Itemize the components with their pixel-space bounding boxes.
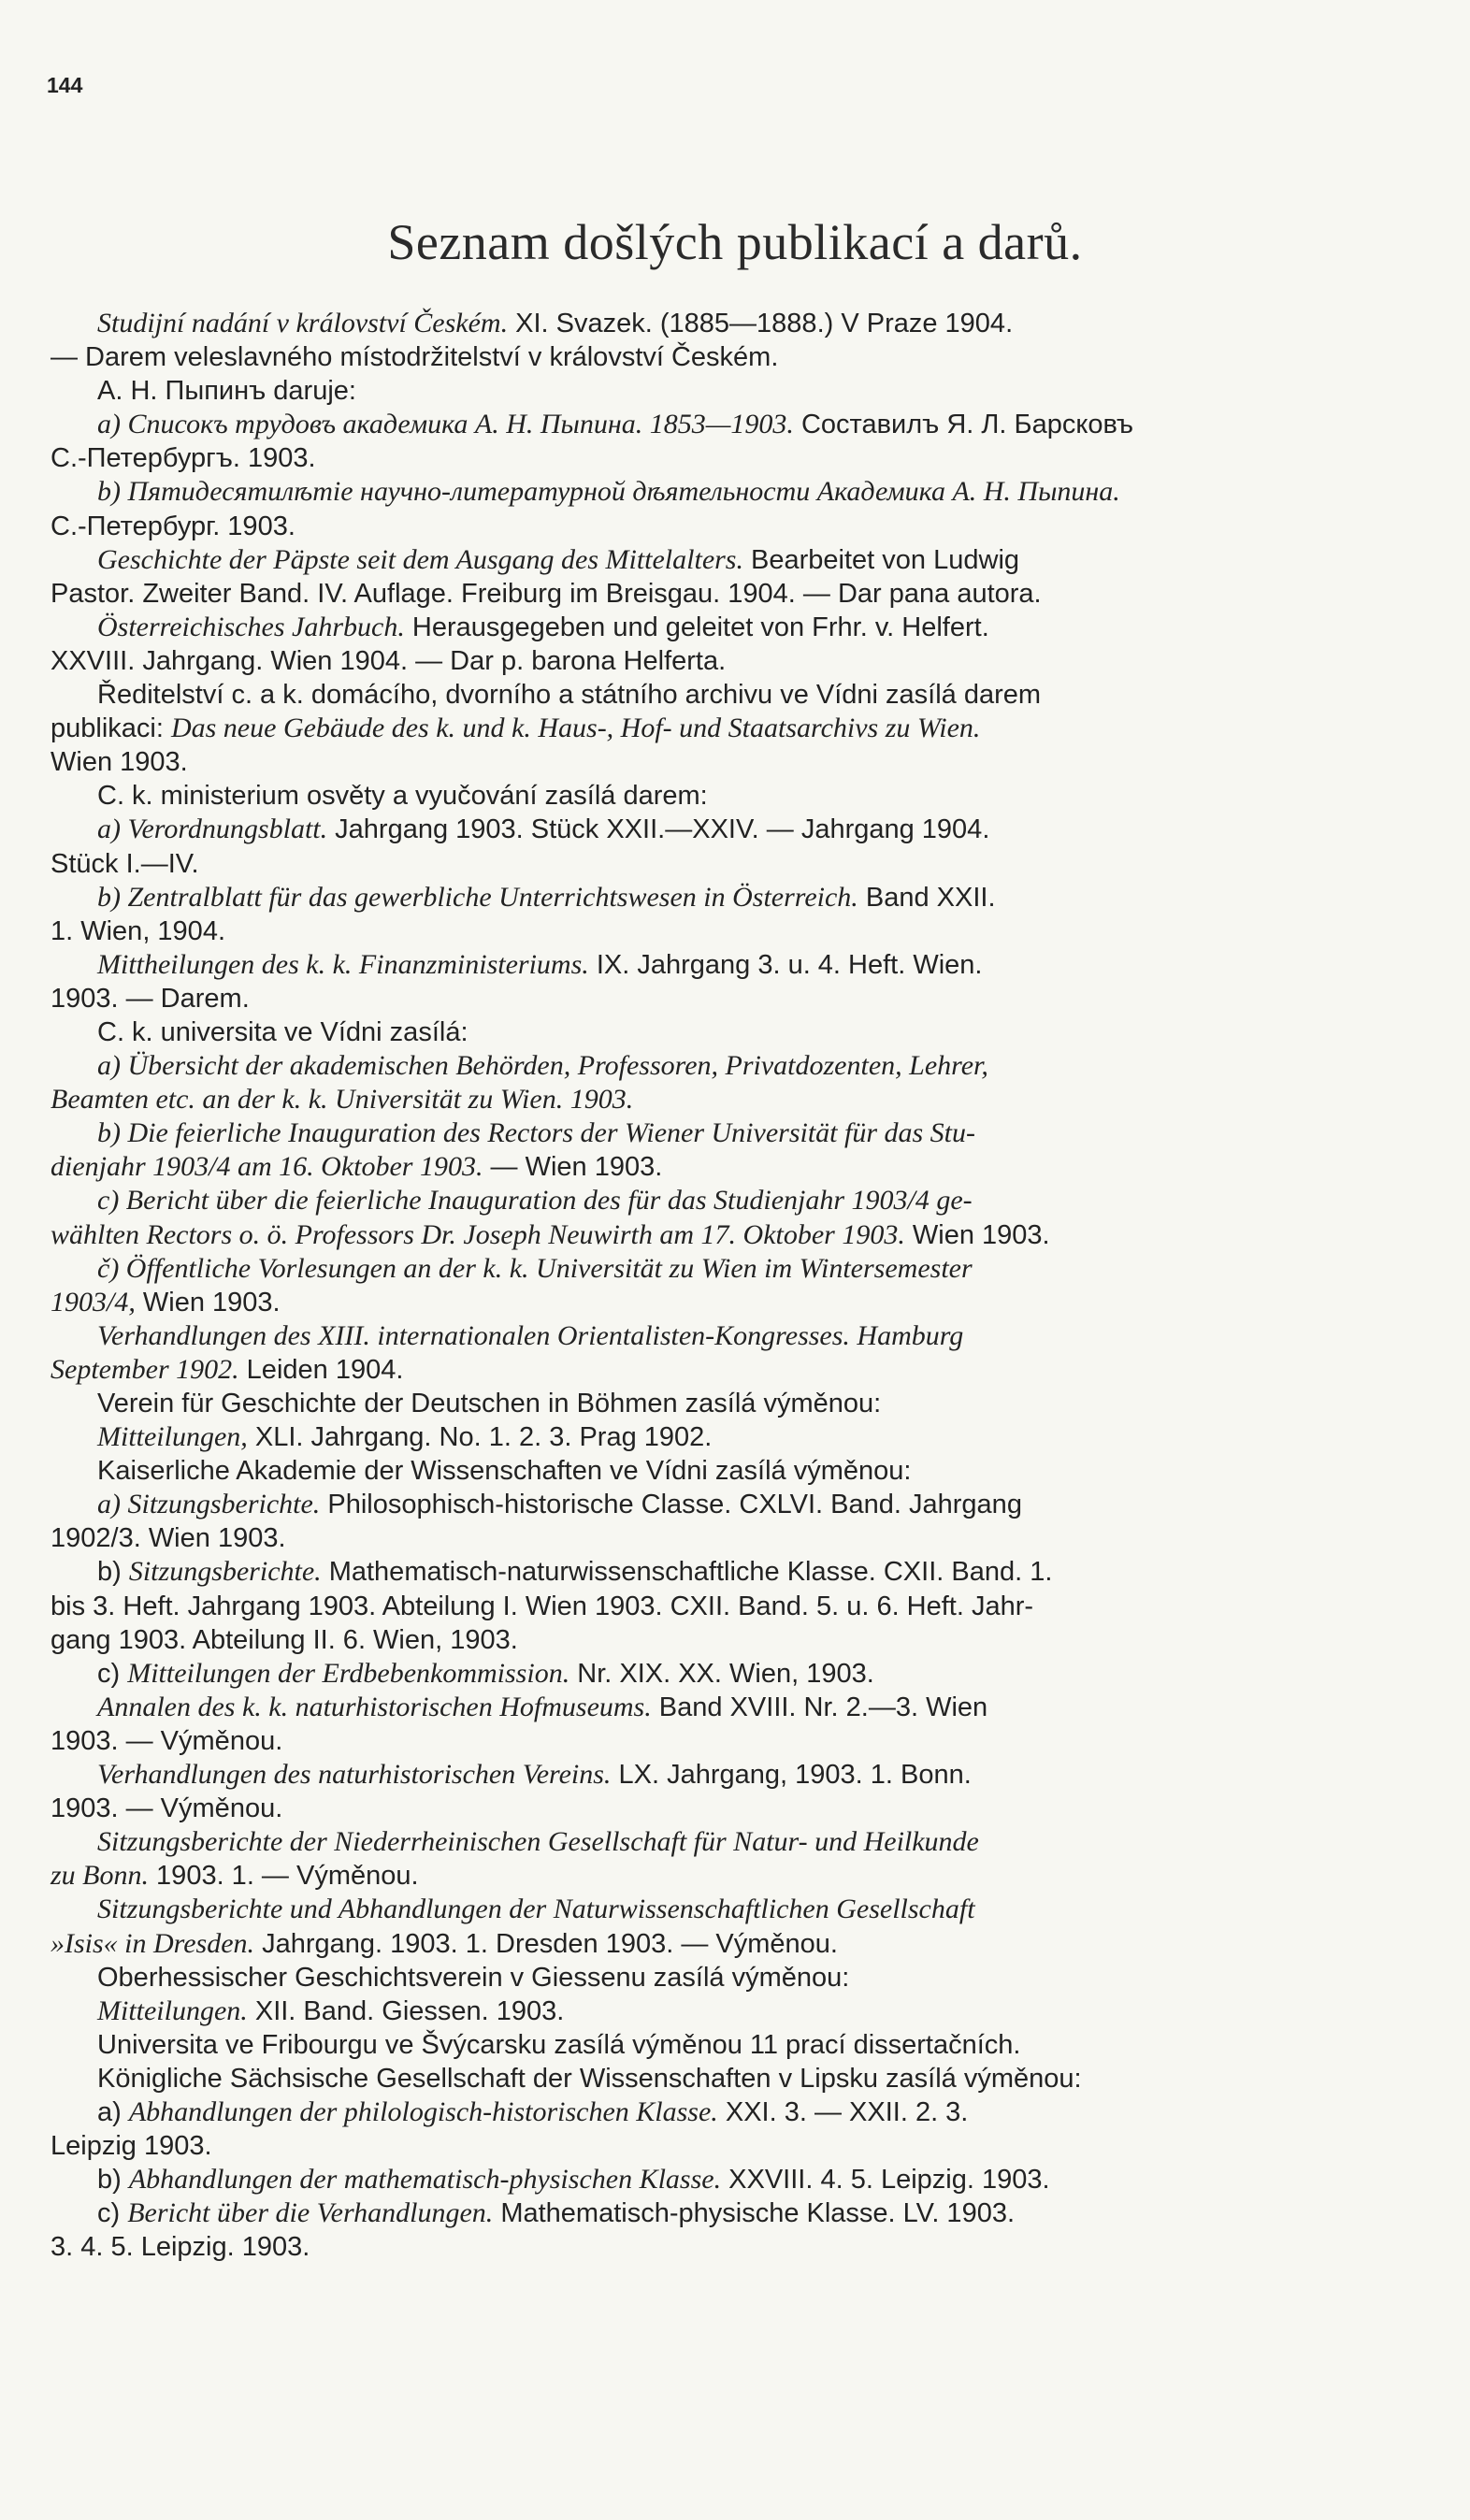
text-line: [50, 1420, 1425, 1454]
plain-text: Jahrgang 1903. Stück XXII.—XXIV. — Jahrgang 1904.: [327, 814, 990, 845]
text-line: [50, 2129, 1425, 2163]
plain-text: XII. Band. Giessen. 1903.: [247, 1995, 565, 2026]
text-line: [50, 1859, 1425, 1893]
italic-title-text: Studijní nadání v království Českém.: [97, 308, 509, 338]
text-line: [50, 1961, 1425, 1994]
italic-title-text: 1903/4,: [50, 1286, 136, 1318]
text-line: [50, 881, 1425, 914]
italic-title-text: Abhandlungen der philologisch-historischen Klasse.: [128, 2095, 718, 2127]
plain-text: Leipzig 1903.: [50, 2131, 212, 2162]
plain-text: A. H. Пыпинъ daruje:: [97, 376, 356, 407]
plain-text: XXI. 3. — XXII. 2. 3.: [717, 2096, 969, 2127]
text-line: [50, 2196, 1425, 2230]
italic-title-text: Annalen des k. k. naturhistorischen Hofmuseums.: [97, 1691, 652, 1722]
plain-text: c): [97, 2198, 128, 2229]
text-line: [50, 1758, 1425, 1792]
plain-text: Wien 1903.: [50, 747, 188, 778]
plain-text: Bearbeitet von Ludwig: [742, 544, 1020, 575]
plain-text: Wien 1903.: [135, 1287, 281, 1318]
text-line: [50, 1116, 1425, 1150]
text-line: [50, 1521, 1425, 1555]
text-line: [50, 307, 1425, 340]
plain-text: Oberhessischer Geschichtsverein v Giessenu zasílá výměnou:: [97, 1962, 850, 1993]
text-line: [50, 1353, 1425, 1387]
plain-text: XLI. Jahrgang. No. 1. 2. 3. Prag 1902.: [247, 1422, 713, 1453]
italic-title-text: b) Die feierliche Inauguration des Rectors der Wiener Universität für das Stu-: [97, 1117, 976, 1149]
plain-text: С.-Петербург. 1903.: [50, 511, 295, 541]
text-line: [50, 340, 1425, 374]
text-line: [50, 1927, 1425, 1961]
italic-title-text: zu Bonn.: [50, 1860, 149, 1892]
text-line: [50, 678, 1425, 712]
italic-title-text: Österreichisches Jahrbuch.: [97, 611, 405, 642]
text-line: [50, 1319, 1425, 1353]
text-line: [50, 914, 1425, 948]
text-line: [50, 948, 1425, 982]
plain-text: XXVIII. 4. 5. Leipzig. 1903.: [721, 2165, 1050, 2196]
plain-text: Königliche Sächsische Gesellschaft der Wissenschaften v Lipsku zasílá výměnou:: [97, 2063, 1082, 2094]
italic-title-text: Beamten etc. an der k. k. Universität zu Wien. 1903.: [50, 1084, 634, 1116]
plain-text: Philosophisch-historische Classe. CXLVI. Band. Jahrgang: [320, 1490, 1022, 1520]
text-line: [50, 2163, 1425, 2196]
text-line: [50, 475, 1425, 509]
plain-text: Mathematisch-naturwissenschaftliche Klasse. CXII. Band. 1.: [321, 1557, 1053, 1588]
plain-text: Pastor. Zweiter Band. IV. Auflage. Freiburg im Breisgau. 1904. — Dar pana autora.: [50, 578, 1042, 609]
plain-text: Составилъ Я. Л. Барсковъ: [793, 410, 1134, 440]
text-line: [50, 1825, 1425, 1859]
text-line: [50, 1454, 1425, 1488]
italic-title-text: Mitteilungen der Erdbebenkommission.: [127, 1657, 570, 1689]
plain-text: Stück I.—IV.: [50, 848, 199, 879]
plain-text: 3. 4. 5. Leipzig. 1903.: [50, 2232, 310, 2263]
text-line: [50, 1083, 1425, 1116]
plain-text: LX. Jahrgang, 1903. 1. Bonn.: [611, 1760, 972, 1791]
italic-title-text: dienjahr 1903/4 am 16. Oktober 1903.: [50, 1151, 483, 1183]
plain-text: b): [97, 1557, 129, 1588]
italic-title-text: a) Übersicht der akademischen Behörden, Professoren, Privatdozenten, Lehrer,: [97, 1050, 988, 1082]
text-line: [50, 408, 1425, 441]
text-line: [50, 1555, 1425, 1589]
plain-text: 1903. — Darem.: [50, 983, 250, 1014]
text-line: [50, 1724, 1425, 1758]
text-line: [50, 1286, 1425, 1319]
text-line: [50, 813, 1425, 846]
plain-text: Mathematisch-physische Klasse. LV. 1903.: [493, 2198, 1016, 2229]
text-line: [50, 644, 1425, 678]
italic-title-text: Mitteilungen.: [97, 1994, 248, 2026]
plain-text: c): [97, 1658, 128, 1689]
italic-title-text: »Isis« in Dresden.: [50, 1927, 255, 1959]
plain-text: 1903. — Výměnou.: [50, 1725, 283, 1756]
text-line: [50, 847, 1425, 881]
text-line: [50, 1252, 1425, 1286]
text-line: [50, 510, 1425, 543]
text-line: [50, 611, 1425, 644]
plain-text: — Wien 1903.: [483, 1152, 663, 1183]
text-line: [50, 441, 1425, 475]
text-line: [50, 1184, 1425, 1217]
plain-text: 1. Wien, 1904.: [50, 915, 225, 946]
text-line: [50, 1015, 1425, 1049]
text-line: [50, 543, 1425, 577]
italic-title-text: Verhandlungen des XIII. internationalen Orientalisten-Kongresses. Hamburg: [97, 1319, 964, 1351]
text-line: [50, 982, 1425, 1015]
italic-title-text: a) Списокъ трудовъ академика А. Н. Пыпина. 1853—1903.: [97, 409, 794, 440]
text-line: [50, 712, 1425, 745]
plain-text: 1902/3. Wien 1903.: [50, 1523, 286, 1554]
plain-text: Leiden 1904.: [238, 1354, 404, 1385]
plain-text: gang 1903. Abteilung II. 6. Wien, 1903.: [50, 1624, 518, 1655]
text-line: [50, 2062, 1425, 2095]
text-line: [50, 1049, 1425, 1083]
italic-title-text: a) Sitzungsberichte.: [97, 1489, 321, 1520]
italic-title-text: b) Zentralblatt für das gewerbliche Unterrichtswesen in Österreich.: [97, 881, 858, 913]
page-number: 144: [47, 73, 83, 97]
plain-text: Ředitelství c. a k. domácího, dvorního a státního archivu ve Vídni zasílá darem: [97, 680, 1042, 711]
text-line: [50, 1590, 1425, 1623]
plain-text: Wien 1903.: [904, 1219, 1050, 1250]
italic-title-text: Bericht über die Verhandlungen.: [127, 2197, 494, 2229]
text-line: [50, 1150, 1425, 1184]
italic-title-text: č) Öffentliche Vorlesungen an der k. k. Universität zu Wien im Wintersemester: [97, 1252, 973, 1284]
plain-text: Band XXII.: [858, 882, 996, 913]
text-line: [50, 577, 1425, 611]
text-line: [50, 2028, 1425, 2062]
italic-title-text: Verhandlungen des naturhistorischen Vereins.: [97, 1759, 612, 1791]
text-line: [50, 2095, 1425, 2129]
italic-title-text: September 1902.: [50, 1353, 239, 1385]
italic-title-text: b) Пятидесятилѣтіе научно-литературной дѣятельности Академика А. Н. Пыпина.: [97, 476, 1120, 508]
plain-text: b): [97, 2165, 129, 2196]
plain-text: Nr. XIX. XX. Wien, 1903.: [569, 1658, 874, 1689]
plain-text: a): [97, 2096, 129, 2127]
text-line: [50, 1387, 1425, 1420]
page-title: Seznam došlých publikací a darů.: [387, 214, 1083, 270]
plain-text: publikaci:: [50, 713, 171, 744]
plain-text: bis 3. Heft. Jahrgang 1903. Abteilung I. Wien 1903. CXII. Band. 5. u. 6. Heft. Jahr-: [50, 1591, 1034, 1621]
text-line: [50, 374, 1425, 408]
text-line: [50, 779, 1425, 813]
italic-title-text: Mitteilungen,: [97, 1421, 248, 1453]
plain-text: Band XVIII. Nr. 2.—3. Wien: [651, 1692, 988, 1722]
text-line: [50, 745, 1425, 779]
text-line: [50, 1792, 1425, 1825]
italic-title-text: c) Bericht über die feierliche Inauguration des für das Studienjahr 1903/4 ge-: [97, 1185, 973, 1217]
plain-text: Universita ve Fribourgu ve Švýcarsku zasílá výměnou 11 prací dissertačních.: [97, 2029, 1021, 2060]
plain-text: Verein für Geschichte der Deutschen in Böhmen zasílá výměnou:: [97, 1389, 882, 1418]
plain-text: — Darem veleslavného místodržitelství v království Českém.: [50, 342, 779, 373]
text-line: [50, 1691, 1425, 1724]
italic-title-text: Sitzungsberichte der Niederrheinischen Gesellschaft für Natur- und Heilkunde: [97, 1826, 979, 1858]
text-line: [50, 1657, 1425, 1691]
italic-title-text: Sitzungsberichte.: [128, 1556, 322, 1588]
plain-text: С.-Петербургъ. 1903.: [50, 443, 316, 474]
italic-title-text: Geschichte der Päpste seit dem Ausgang des Mittelalters.: [97, 543, 743, 575]
plain-text: 1903. 1. — Výměnou.: [149, 1861, 419, 1892]
italic-title-text: Abhandlungen der mathematisch-physischen Klasse.: [128, 2164, 722, 2196]
plain-text: Kaiserliche Akademie der Wissenschaften ve Vídni zasílá výměnou:: [97, 1456, 912, 1487]
text-line: [50, 2230, 1425, 2264]
italic-title-text: a) Verordnungsblatt.: [97, 814, 328, 845]
italic-title-text: wählten Rectors o. ö. Professors Dr. Joseph Neuwirth am 17. Oktober 1903.: [50, 1218, 905, 1250]
text-line: [50, 1893, 1425, 1926]
plain-text: Herausgegeben und geleitet von Frhr. v. Helfert.: [404, 612, 989, 642]
plain-text: IX. Jahrgang 3. u. 4. Heft. Wien.: [588, 949, 983, 980]
plain-text: C. k. ministerium osvěty a vyučování zasílá darem:: [97, 781, 708, 812]
text-line: [50, 1994, 1425, 2028]
italic-title-text: Sitzungsberichte und Abhandlungen der Naturwissenschaftlichen Gesellschaft: [97, 1894, 975, 1925]
text-line: [50, 1218, 1425, 1252]
plain-text: 1903. — Výměnou.: [50, 1793, 283, 1824]
plain-text: XXVIII. Jahrgang. Wien 1904. — Dar p. barona Helferta.: [50, 645, 727, 676]
plain-text: Jahrgang. 1903. 1. Dresden 1903. — Výměnou.: [254, 1928, 838, 1959]
italic-title-text: Mittheilungen des k. k. Finanzministeriums.: [97, 948, 589, 980]
text-line: [50, 1488, 1425, 1521]
text-line: [50, 1623, 1425, 1657]
plain-text: XI. Svazek. (1885—1888.) V Praze 1904.: [508, 309, 1014, 338]
publication-list: [50, 307, 1425, 2264]
italic-title-text: Das neue Gebäude des k. und k. Haus-, Hof- und Staatsarchivs zu Wien.: [170, 713, 981, 744]
plain-text: C. k. universita ve Vídni zasílá:: [97, 1016, 468, 1047]
